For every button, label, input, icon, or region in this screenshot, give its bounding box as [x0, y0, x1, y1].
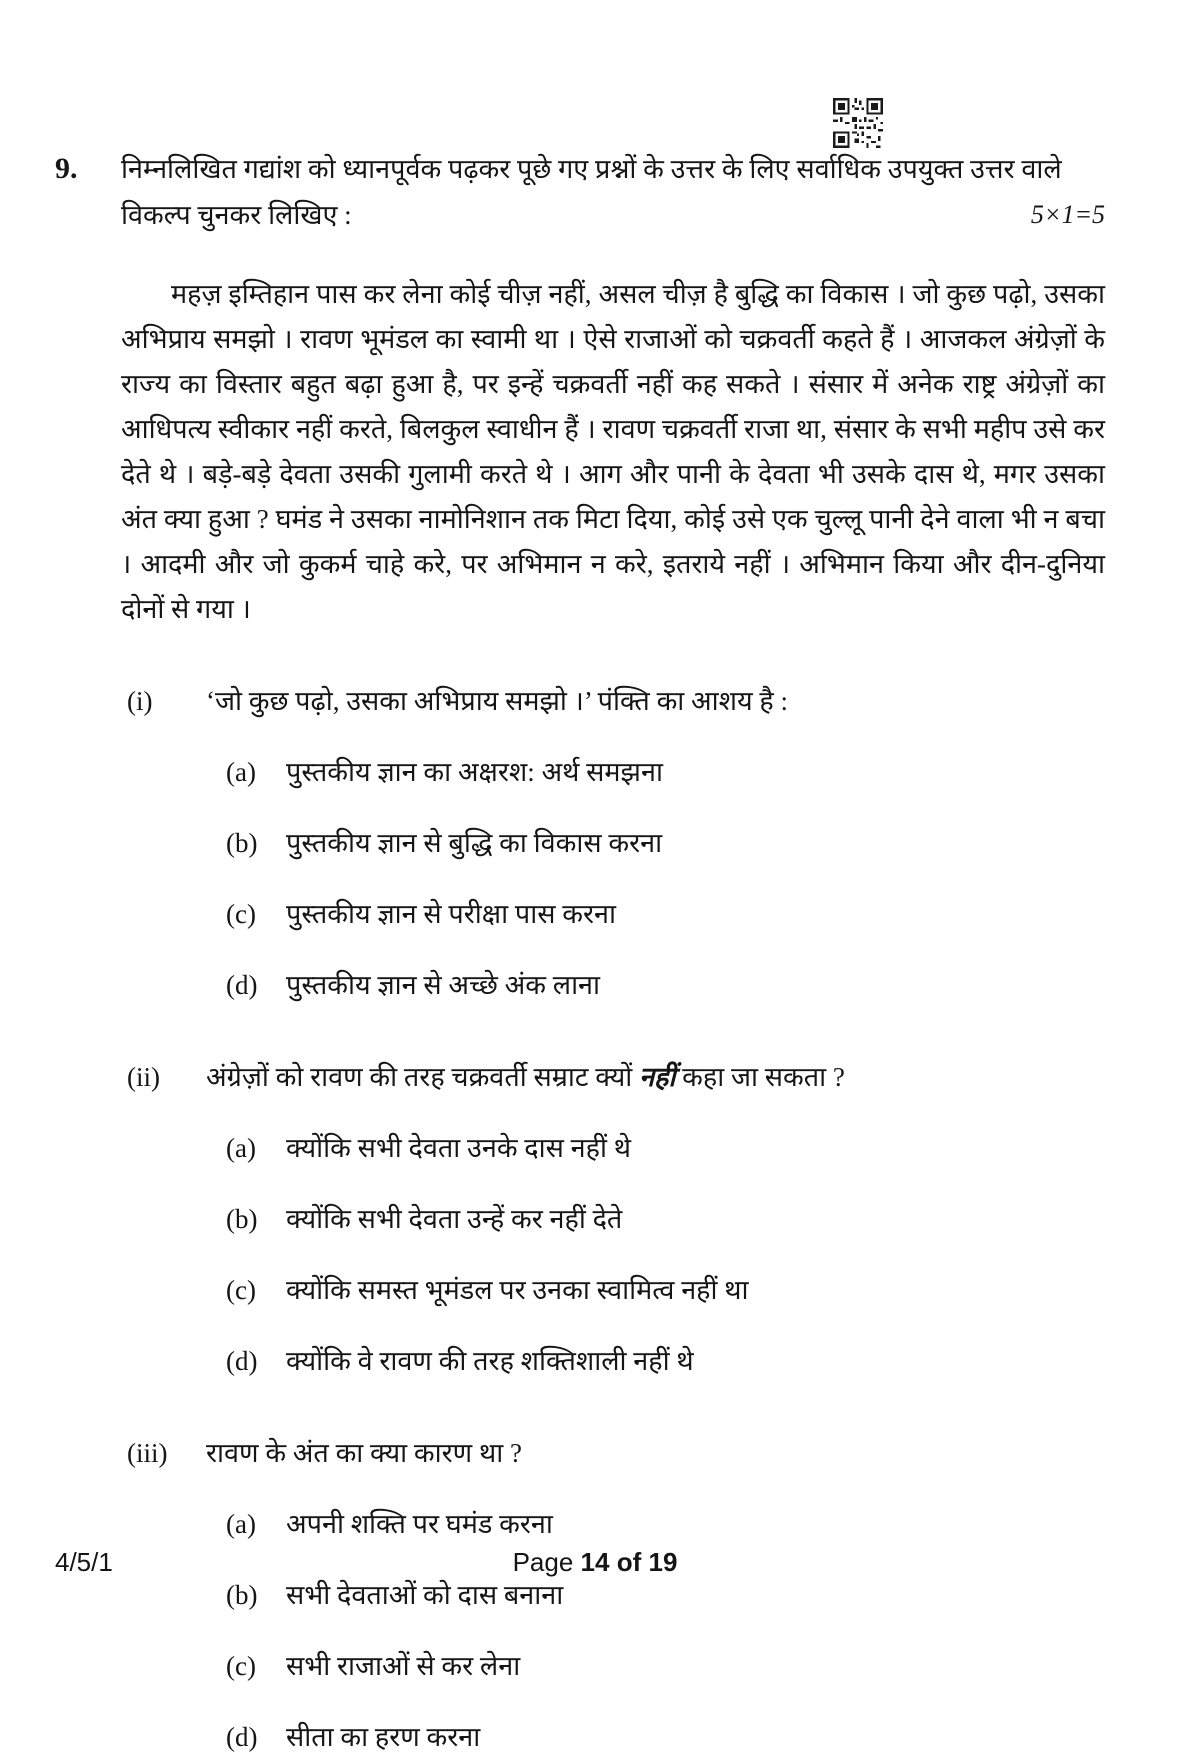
option-label: (b) — [226, 1580, 258, 1610]
option-label: (c) — [226, 1651, 256, 1681]
sub-question-iii-options — [226, 1501, 1105, 1760]
option-row — [226, 749, 1105, 795]
option-label: (c) — [226, 1275, 256, 1305]
option-text: पुस्तकीय ज्ञान से अच्छे अंक लाना — [286, 970, 601, 1000]
sub-question-iii-label: (iii) — [127, 1438, 168, 1468]
option-row — [226, 1714, 1105, 1760]
option-text: सभी राजाओं से कर लेना — [286, 1651, 521, 1681]
current-page-number: 14 — [580, 1547, 610, 1577]
question-instruction-row — [121, 146, 1105, 238]
option-label: (b) — [226, 1204, 258, 1234]
sub-question-ii-label: (ii) — [127, 1062, 160, 1092]
option-label: (a) — [226, 1509, 256, 1539]
question-instruction: निम्नलिखित गद्यांश को ध्यानपूर्वक पढ़कर पूछे गए प्रश्नों के उत्तर के लिए सर्वाधिक उपयुक्त उत्तर वाले विकल्प चुनकर लिखिए : — [121, 154, 1062, 230]
option-row — [226, 1643, 1105, 1689]
option-label: (b) — [226, 828, 258, 858]
sub-question-iii — [121, 1430, 1105, 1760]
option-label: (c) — [226, 899, 256, 929]
option-text: सीता का हरण करना — [286, 1722, 481, 1752]
sub-question-i-text: ‘जो कुछ पढ़ो, उसका अभिप्राय समझो ।’ पंक्ति का आशय है : — [206, 686, 789, 716]
question-block — [55, 146, 1105, 1760]
option-row — [226, 1196, 1105, 1242]
sub-question-ii-options — [226, 1125, 1105, 1384]
sub-question-ii-text-after: कहा जा सकता ? — [675, 1062, 845, 1092]
option-row — [226, 962, 1105, 1008]
option-label: (a) — [226, 757, 256, 787]
sub-question-ii-text — [206, 1054, 1105, 1100]
total-page-number: 19 — [648, 1547, 678, 1577]
option-label: (d) — [226, 1346, 258, 1376]
option-text: अपनी शक्ति पर घमंड करना — [286, 1509, 553, 1539]
page-of-word: of — [616, 1547, 642, 1577]
qr-code-icon — [833, 98, 883, 148]
option-text: क्योंकि सभी देवता उनके दास नहीं थे — [286, 1133, 631, 1163]
option-label: (d) — [226, 970, 258, 1000]
option-text: सभी देवताओं को दास बनाना — [286, 1580, 564, 1610]
option-row — [226, 1572, 1105, 1618]
qr-code-svg — [833, 98, 883, 148]
option-row — [226, 1267, 1105, 1313]
option-text: पुस्तकीय ज्ञान से परीक्षा पास करना — [286, 899, 616, 929]
option-row — [226, 1125, 1105, 1171]
option-text: क्योंकि समस्त भूमंडल पर उनका स्वामित्व नहीं था — [286, 1275, 749, 1305]
sub-question-i — [121, 678, 1105, 1008]
option-row — [226, 820, 1105, 866]
page-number-footer — [0, 1547, 1190, 1578]
option-row — [226, 891, 1105, 937]
option-label: (a) — [226, 1133, 256, 1163]
sub-question-ii-emphasis: नहीं — [639, 1062, 676, 1092]
option-row — [226, 1338, 1105, 1384]
sub-question-ii-text-before: अंग्रेज़ों को रावण की तरह चक्रवर्ती सम्राट क्यों — [206, 1062, 640, 1092]
option-row — [226, 1501, 1105, 1547]
option-text: क्योंकि वे रावण की तरह शक्तिशाली नहीं थे — [286, 1346, 694, 1376]
option-text: पुस्तकीय ज्ञान से बुद्धि का विकास करना — [286, 828, 663, 858]
sub-question-iii-text: रावण के अंत का क्या कारण था ? — [206, 1438, 522, 1468]
option-text: पुस्तकीय ज्ञान का अक्षरश: अर्थ समझना — [286, 757, 663, 787]
sub-question-i-options — [226, 749, 1105, 1008]
question-number: 9. — [55, 152, 78, 185]
sub-question-ii — [121, 1054, 1105, 1384]
paper-code: 4/5/1 — [55, 1547, 113, 1577]
option-text: क्योंकि सभी देवता उन्हें कर नहीं देते — [286, 1204, 623, 1234]
sub-question-i-label: (i) — [127, 686, 153, 716]
reading-passage: महज़ इम्तिहान पास कर लेना कोई चीज़ नहीं, असल चीज़ है बुद्धि का विकास । जो कुछ पढ़ो, उसका अभिप्राय समझो । रावण भूमंडल का स्वामी था । ऐसे राजाओं को चक्रवर्ती कहते हैं । आजकल अंग्रेज़ों के राज्य का विस्तार बहुत बढ़ा हुआ है, पर इन्हें चक्रवर्ती नहीं कह सकते । संसार में अनेक राष्ट्र अंग्रेज़ों का आधिपत्य स्वीकार नहीं करते, बिलकुल स्वाधीन हैं । रावण चक्रवर्ती राजा था, संसार के सभी महीप उसे कर देते थे । बड़े-बड़े देवता उसकी गुलामी करते थे । आग और पानी के देवता भी उसके दास थे, मगर उसका अंत क्या हुआ ? घमंड ने उसका नामोनिशान तक मिटा दिया, कोई उसे एक चुल्लू पानी देने वाला भी न बचा । आदमी और जो कुकर्म चाहे करे, पर अभिमान न करे, इतराये नहीं । अभिमान किया और दीन-दुनिया दोनों से गया । — [121, 279, 1105, 624]
marks-label: 5×1=5 — [1030, 200, 1105, 229]
page-label: Page — [512, 1547, 574, 1577]
option-label: (d) — [226, 1722, 258, 1752]
